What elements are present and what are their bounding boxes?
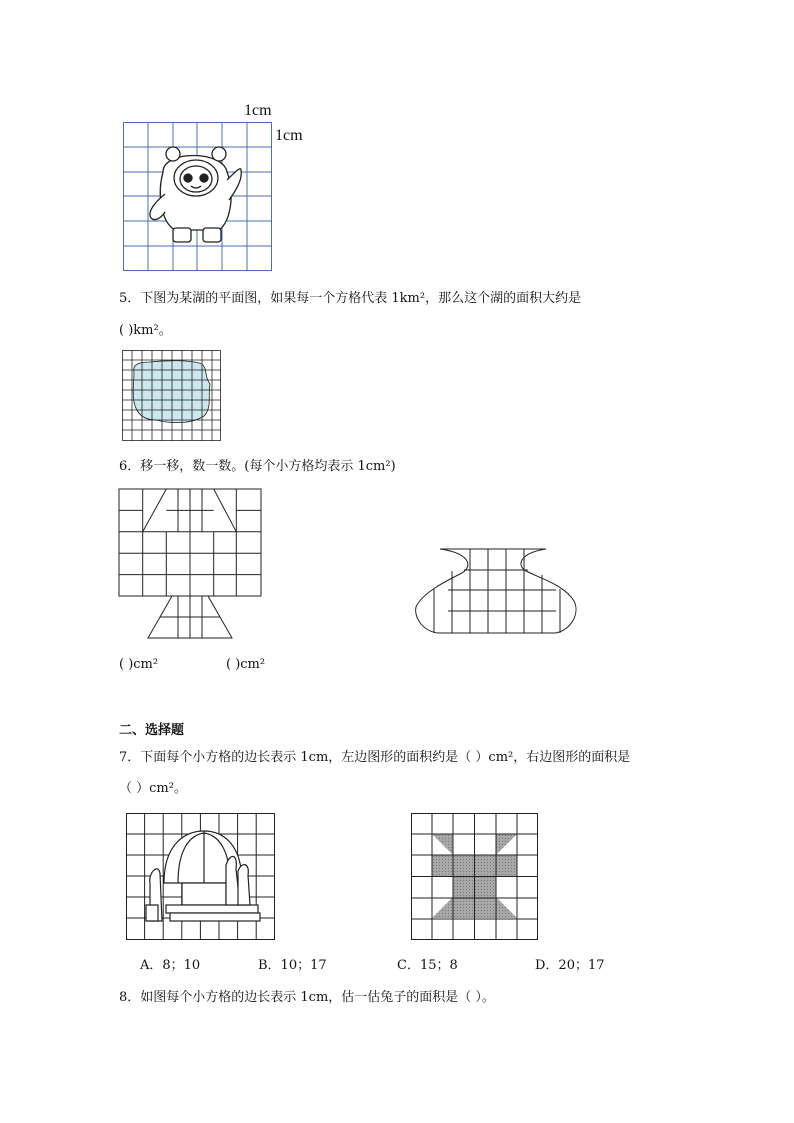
vase-figure bbox=[412, 545, 588, 639]
q8-question: 8．如图每个小方格的边长表示 1cm，估一估兔子的面积是（ ）。 bbox=[119, 990, 495, 1005]
q5-answer-blank: ( )km²。 bbox=[119, 323, 172, 338]
panda-grid-figure bbox=[123, 122, 273, 272]
q7-option-d[interactable]: D．20；17 bbox=[535, 958, 605, 973]
unit-label-right: 1cm bbox=[275, 127, 303, 144]
building-grid-figure bbox=[126, 813, 276, 941]
section-title: 二、选择题 bbox=[119, 723, 185, 738]
q7-option-a[interactable]: A．8；10 bbox=[140, 958, 201, 973]
q7-question-line2: （ ）cm²。 bbox=[119, 781, 187, 796]
q7-option-c[interactable]: C．15；8 bbox=[397, 958, 458, 973]
panda-outline bbox=[150, 147, 241, 242]
shaded-grid-figure bbox=[411, 813, 539, 941]
q7-question-line1: 7．下面每个小方格的边长表示 1cm，左边图形的面积约是（ ）cm²，右边图形的面积是 bbox=[119, 750, 631, 765]
q5-question-line1: 5．下图为某湖的平面图，如果每一个方格代表 1km²，那么这个湖的面积大约是 bbox=[119, 291, 582, 306]
unit-label-top: 1cm bbox=[244, 102, 272, 119]
q6-question: 6．移一移，数一数。(每个小方格均表示 1cm²) bbox=[119, 459, 396, 474]
q6-answer-right: ( )cm² bbox=[226, 657, 266, 672]
q6-answer-left: ( )cm² bbox=[119, 657, 159, 672]
q7-option-b[interactable]: B．10；17 bbox=[258, 958, 327, 973]
lake-grid-figure bbox=[122, 350, 222, 442]
arrow-figure bbox=[118, 488, 264, 640]
